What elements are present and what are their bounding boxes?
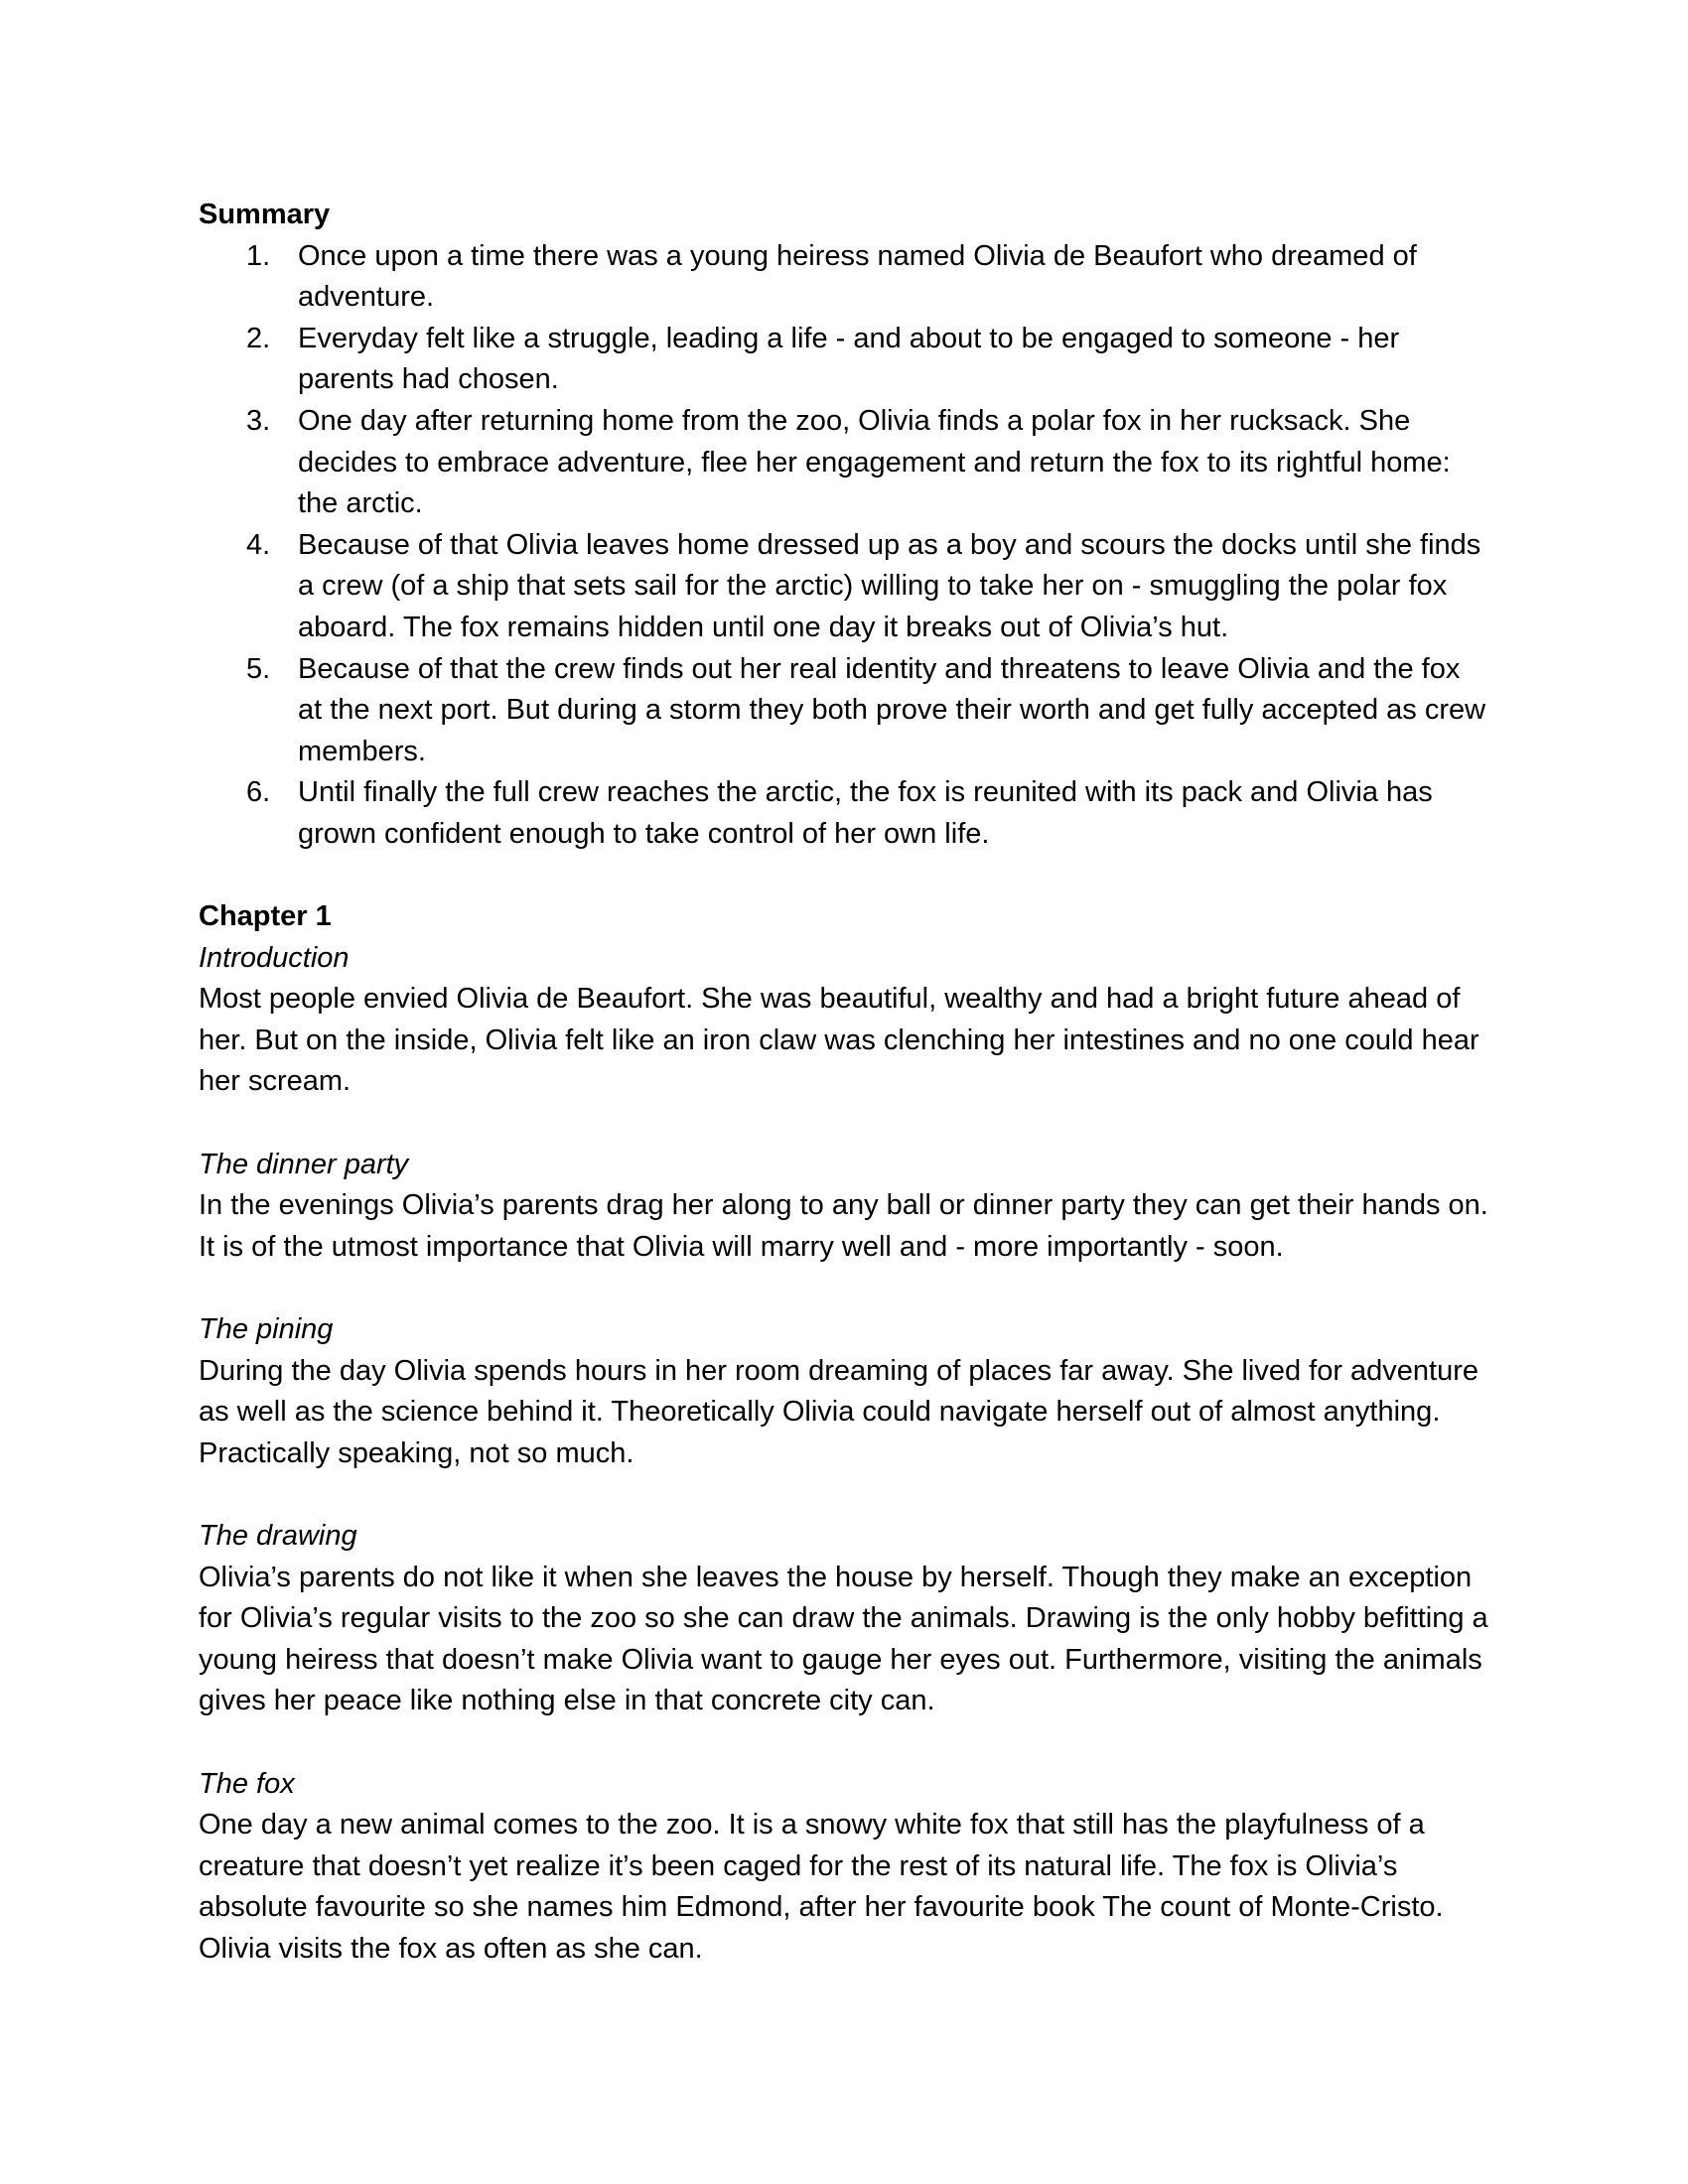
summary-heading: Summary <box>199 199 331 230</box>
summary-list <box>199 236 1489 856</box>
section-text: During the day Olivia spends hours in her room dreaming of places far away. She lived for adventure as well as the science behind it. Theoretically Olivia could navigate herself out of almost anything. Practically speaking, not so much. <box>199 1354 1479 1469</box>
list-item <box>199 236 1489 319</box>
list-item <box>199 649 1489 773</box>
section-text: In the evenings Olivia’s parents drag her along to any ball or dinner party they can get their hands on. It is of the utmost importance that Olivia will marry well and - more importantly - soon. <box>199 1189 1488 1263</box>
list-item-number: 2. <box>246 322 271 354</box>
section-text: Olivia’s parents do not like it when she leaves the house by herself. Though they make an exception for Olivia’s regular visits to the zoo so she can draw the animals. Drawing is the only hobby befitting a young heiress that doesn’t make Olivia want to gauge her eyes out. Furthermore, visiting the animals gives her peace like nothing else in that concrete city can. <box>199 1561 1488 1717</box>
section-text: Most people envied Olivia de Beaufort. She was beautiful, wealthy and had a bright future ahead of her. But on the inside, Olivia felt like an iron claw was clenching her intestines and no one could hear her scream. <box>199 983 1479 1098</box>
section-fox <box>199 1764 1489 1971</box>
list-item-text: Everyday felt like a struggle, leading a life - and about to be engaged to someone - her parents had chosen. <box>298 322 1400 396</box>
chapter-heading: Chapter 1 <box>199 900 332 933</box>
section-title: Introduction <box>199 941 350 974</box>
list-item-number: 4. <box>246 528 271 561</box>
section-introduction <box>199 938 1489 1103</box>
section-dinner-party <box>199 1145 1489 1269</box>
section-pining <box>199 1309 1489 1474</box>
list-item-number: 5. <box>246 652 271 685</box>
section-text: One day a new animal comes to the zoo. It is a snowy white fox that still has the playfulness of a creature that doesn’t yet realize it’s been caged for the rest of its natural life. The fox is Olivia’s absolute favourite so she names him Edmond, after her favourite book The count of Monte-Cristo. Olivia visits the fox as often as she can. <box>199 1809 1444 1965</box>
list-item <box>199 319 1489 401</box>
document-page <box>199 195 1489 1971</box>
list-item-number: 3. <box>246 404 271 437</box>
list-item <box>199 525 1489 649</box>
list-item-text: Because of that the crew finds out her real identity and threatens to leave Olivia and the fox at the next port. But during a storm they both prove their worth and get fully accepted as crew members. <box>298 652 1486 767</box>
list-item-text: Because of that Olivia leaves home dressed up as a boy and scours the docks until she finds a crew (of a ship that sets sail for the arctic) willing to take her on - smuggling the polar fox aboard. The fox remains hidden until one day it breaks out of Olivia’s hut. <box>298 528 1481 643</box>
list-item-text: Once upon a time there was a young heiress named Olivia de Beaufort who dreamed of adventure. <box>298 239 1417 314</box>
section-drawing <box>199 1516 1489 1722</box>
list-item-text: One day after returning home from the zoo, Olivia finds a polar fox in her rucksack. She decides to embrace adventure, flee her engagement and return the fox to its rightful home: the arctic. <box>298 404 1451 520</box>
list-item-text: Until finally the full crew reaches the arctic, the fox is reunited with its pack and Olivia has grown confident enough to take control of her own life. <box>298 776 1433 850</box>
list-item <box>199 401 1489 525</box>
section-title: The pining <box>199 1313 334 1346</box>
list-item <box>199 772 1489 855</box>
list-item-number: 1. <box>246 239 271 272</box>
section-title: The fox <box>199 1767 295 1800</box>
section-title: The dinner party <box>199 1148 409 1180</box>
list-item-number: 6. <box>246 776 271 809</box>
section-title: The drawing <box>199 1520 357 1552</box>
